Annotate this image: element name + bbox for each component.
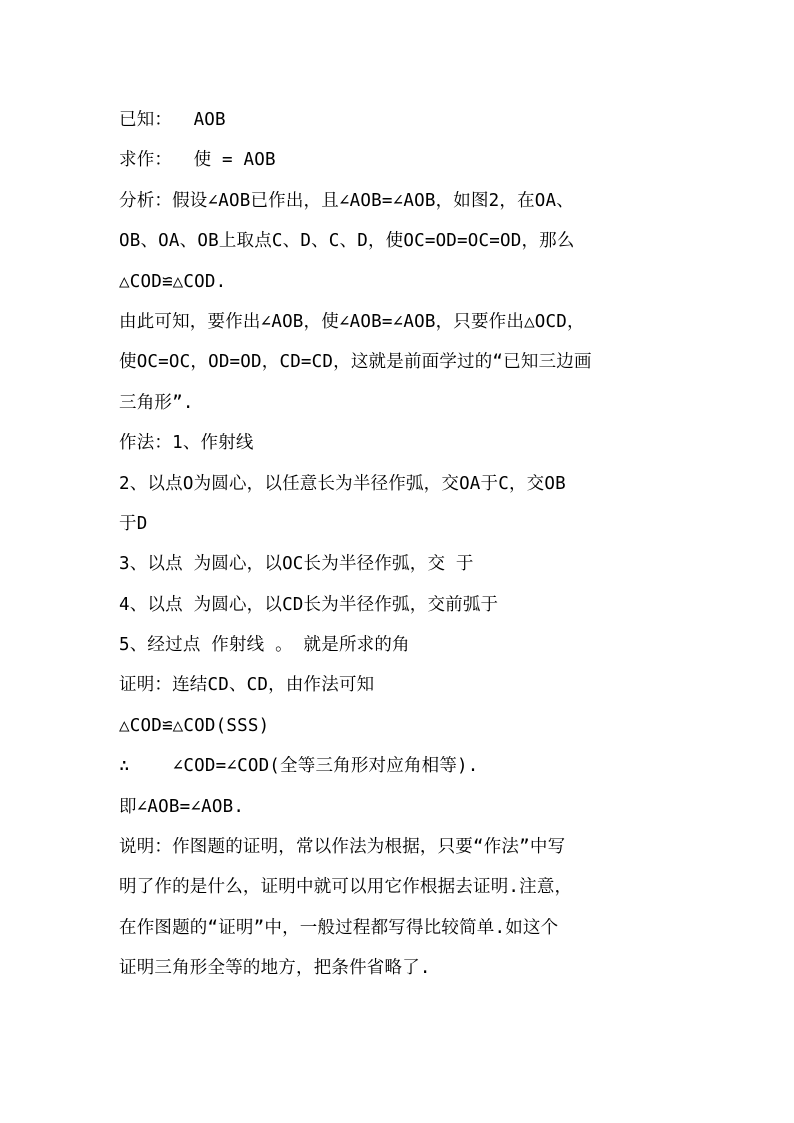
deduction-line-1: 由此可知，要作出∠AOB，使∠AOB=∠AOB，只要作出△OCD，: [119, 311, 585, 332]
method-step-4: 4、以点 为圆心，以CD长为半径作弧，交前弧于: [119, 594, 499, 615]
proof-line-1: 证明：连结CD、CD，由作法可知: [119, 675, 375, 696]
note-line-1: 说明：作图题的证明，常以作法为根据，只要“作法”中写: [119, 837, 566, 858]
analysis-line-3: △COD≌△COD.: [119, 271, 227, 292]
proof-conclusion: 即∠AOB=∠AOB.: [119, 796, 245, 817]
proof-line-3: ∴ ∠COD=∠COD(全等三角形对应角相等).: [119, 756, 479, 777]
analysis-line-1: 分析：假设∠AOB已作出，且∠AOB=∠AOB，如图2，在OA、: [119, 190, 574, 211]
method-step-2: 2、以点O为圆心，以任意长为半径作弧，交OA于C，交OB: [119, 473, 566, 494]
method-step-2-cont: 于D: [119, 513, 148, 534]
proof-line-2: △COD≌△COD(SSS): [119, 715, 270, 736]
note-line-4: 证明三角形全等的地方，把条件省略了.: [119, 958, 431, 979]
analysis-line-2: OB、OA、OB上取点C、D、C、D，使OC=OD=OC=OD，那么: [119, 231, 575, 252]
note-line-3: 在作图题的“证明”中，一般过程都写得比较简单.如这个: [119, 917, 559, 938]
method-step-1: 作法：1、作射线: [119, 433, 254, 454]
known-line: 已知： AOB: [119, 110, 226, 130]
method-step-3: 3、以点 为圆心，以OC长为半径作弧，交 于: [119, 554, 474, 575]
deduction-line-3: 三角形”.: [119, 392, 194, 413]
document-body: [119, 100, 689, 989]
deduction-line-2: 使OC=OC，OD=OD，CD=CD，这就是前面学过的“已知三边画: [119, 352, 592, 373]
method-step-5: 5、经过点 作射线 。 就是所求的角: [119, 635, 410, 656]
required-line: 求作： 使 = AOB: [119, 150, 276, 171]
note-line-2: 明了作的是什么，证明中就可以用它作根据去证明.注意，: [119, 877, 573, 898]
